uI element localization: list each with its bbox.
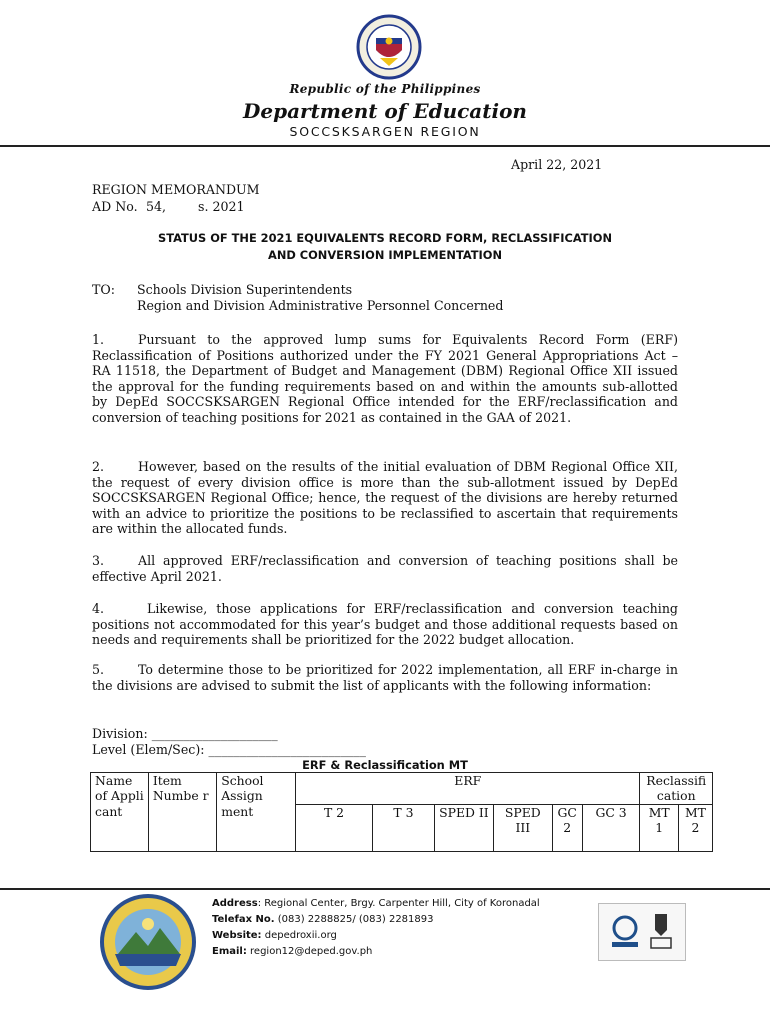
group-reclassification: Reclassifi cation: [640, 773, 713, 805]
to-label: TO:: [92, 282, 115, 297]
header-region: SOCCSKSARGEN REGION: [289, 124, 481, 139]
paragraph-4: 4. Likewise, those applications for ERF/reclassification and conversion teaching positions not accommodated for this year’s budget and those additional requests based on needs and requirements shall be prioritized for the 2022 budget allocation.: [92, 601, 678, 648]
sub-sped3: SPED III: [493, 804, 552, 851]
memo-title: [92, 230, 678, 264]
memo-number: [92, 199, 292, 215]
footer-email: Email: region12@deped.gov.ph: [212, 946, 373, 957]
memo-date: April 22, 2021: [511, 157, 603, 172]
paragraph-2: 2. However, based on the results of the initial evaluation of DBM Regional Office XII, the request of every division office is more than the sub-allotment issued by DepEd SOCCSKSARGEN Regional Office; hence, the request of the divisions are hereby returned with an advice to prioritize the positions to be reclassified to ascertain that requirements are within the allocated funds.: [92, 459, 678, 537]
deped-seal-icon: [356, 14, 422, 80]
erf-table: [90, 772, 713, 852]
sub-sped2: SPED II: [434, 804, 493, 851]
memo-title-line1: STATUS OF THE 2021 EQUIVALENTS RECORD FORM, RECLASSIFICATION: [158, 231, 612, 245]
regional-office-logo-icon: [98, 892, 198, 992]
header-republic: Republic of the Philippines: [289, 82, 481, 96]
to-recipient-2: Region and Division Administrative Personnel Concerned: [137, 298, 504, 313]
ad-series: s. 2021: [198, 199, 245, 214]
col-school: School Assign ment: [217, 773, 296, 852]
paragraph-5: 5. To determine those to be prioritized for 2022 implementation, all ERF in-charge in the divisions are advised to submit the list of applicants with the following information:: [92, 662, 678, 693]
ad-label: AD No.: [92, 199, 138, 214]
sub-gc3: GC 3: [582, 804, 640, 851]
footer-telefax: Telefax No. (083) 2288825/ (083) 2281893: [212, 914, 434, 925]
certification-badges-icon: [598, 903, 686, 961]
sub-t2: T 2: [296, 804, 373, 851]
footer-address: Address: Regional Center, Brgy. Carpenter Hill, City of Koronadal: [212, 898, 540, 909]
header-department: Department of Education: [243, 99, 527, 123]
sub-t3: T 3: [372, 804, 434, 851]
ad-number: 54,: [146, 199, 167, 214]
level-field: Level (Elem/Sec): _________________________: [92, 742, 366, 757]
sub-mt1: MT 1: [640, 804, 678, 851]
paragraph-1: 1. Pursuant to the approved lump sums for Equivalents Record Form (ERF) Reclassification of Positions authorized under the FY 2021 General Appropriations Act – RA 11518, the Department of Budget and Management (DBM) Regional Office XII issued the approval for the funding requirements based on and within the amounts sub-allotted by DepEd SOCCSKSARGEN Regional Office intended for the ERF/reclassification and conversion of teaching positions for 2021 as contained in the GAA of 2021.: [92, 332, 678, 425]
footer-contact: [212, 896, 540, 960]
division-field: Division: ____________________: [92, 726, 278, 741]
header-divider: [0, 145, 770, 147]
group-erf: ERF: [296, 773, 640, 805]
col-item: Item Numbe r: [148, 773, 216, 852]
to-recipient-1: Schools Division Superintendents: [137, 282, 353, 297]
sub-gc2: GC 2: [552, 804, 582, 851]
footer-divider: [0, 888, 770, 890]
memo-title-line2: AND CONVERSION IMPLEMENTATION: [268, 248, 502, 262]
paragraph-3: 3. All approved ERF/reclassification and conversion of teaching positions shall be effective April 2021.: [92, 553, 678, 584]
memo-type: REGION MEMORANDUM: [92, 182, 260, 197]
col-name: Name of Appli cant: [91, 773, 149, 852]
sub-mt2: MT 2: [678, 804, 712, 851]
footer-website: Website: depedroxii.org: [212, 930, 337, 941]
table-title: ERF & Reclassification MT: [302, 758, 468, 772]
